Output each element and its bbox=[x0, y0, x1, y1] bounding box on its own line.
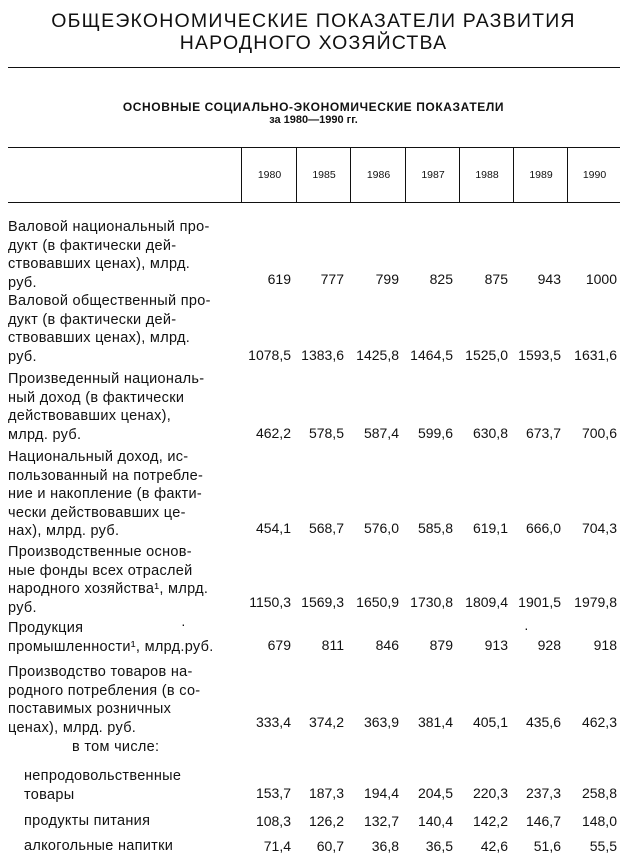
cell-value: 333,4 bbox=[255, 714, 291, 730]
row-label bbox=[8, 218, 244, 292]
cell-value: 918 bbox=[593, 637, 617, 653]
cell-value: 1150,3 bbox=[249, 594, 291, 610]
year-header-1985: 1985 bbox=[296, 148, 351, 202]
row-label-line: чески действовавших це- bbox=[8, 504, 186, 521]
cell-value: 140,4 bbox=[417, 813, 453, 829]
row-label-line: ценах), млрд. руб. bbox=[8, 719, 137, 736]
row-label bbox=[8, 663, 244, 737]
cell-value: 666,0 bbox=[525, 520, 561, 536]
year-header-1980: 1980 bbox=[241, 148, 297, 202]
row-label-line: дукт (в фактически дей- bbox=[8, 311, 177, 328]
cell-value: 187,3 bbox=[308, 785, 344, 801]
cell-value: 71,4 bbox=[263, 838, 291, 854]
cell-value: 237,3 bbox=[525, 785, 561, 801]
page-title bbox=[0, 10, 627, 54]
cell-value: 153,7 bbox=[255, 785, 291, 801]
cell-value: 943 bbox=[537, 271, 561, 287]
cell-value: 454,1 bbox=[255, 520, 291, 536]
year-header-1986: 1986 bbox=[350, 148, 406, 202]
table-period: за 1980—1990 гг. bbox=[269, 114, 358, 126]
cell-value: 585,8 bbox=[417, 520, 453, 536]
cell-value: 568,7 bbox=[308, 520, 344, 536]
cell-value: 619 bbox=[267, 271, 291, 287]
year-header-1990: 1990 bbox=[567, 148, 621, 202]
cell-value: 146,7 bbox=[525, 813, 561, 829]
cell-value: 1979,8 bbox=[574, 594, 617, 610]
cell-value: 799 bbox=[375, 271, 399, 287]
row-label-line: поставимых розничных bbox=[8, 701, 172, 717]
row-label bbox=[24, 812, 260, 831]
page-title-line-2: НАРОДНОГО ХОЗЯЙСТВА bbox=[179, 32, 448, 54]
row-label-line: ные фонды всех отраслей bbox=[8, 562, 193, 579]
row-label-line: Валовой национальный про- bbox=[8, 219, 210, 235]
cell-value: 928 bbox=[537, 637, 561, 653]
cell-value: 148,0 bbox=[581, 813, 617, 829]
cell-value: 1383,6 bbox=[301, 347, 344, 363]
row-label-line: Валовой общественный про- bbox=[8, 293, 211, 309]
row-label-line: ствовавших ценах), млрд. bbox=[8, 256, 191, 272]
cell-value: 1809,4 bbox=[465, 594, 508, 610]
cell-value: 108,3 bbox=[255, 813, 291, 829]
cell-value: 60,7 bbox=[316, 838, 344, 854]
row-label-line: Произведенный националь- bbox=[8, 371, 205, 387]
row-label-line: руб. bbox=[8, 274, 37, 291]
row-label bbox=[24, 767, 260, 804]
row-label bbox=[24, 837, 260, 856]
cell-value: 578,5 bbox=[308, 425, 344, 441]
row-label-line: млрд. руб. bbox=[8, 426, 82, 443]
cell-value: 846 bbox=[375, 637, 399, 653]
title-divider bbox=[8, 67, 620, 68]
row-label bbox=[8, 292, 244, 366]
cell-value: 811 bbox=[321, 637, 344, 653]
row-label-line: родного потребления (в со- bbox=[8, 682, 201, 699]
row-label bbox=[8, 448, 244, 541]
row-label-line: промышленности¹, млрд.руб. bbox=[8, 638, 214, 655]
row-label-line: действовавших ценах), bbox=[8, 408, 172, 424]
cell-value: 704,3 bbox=[581, 520, 617, 536]
table-title: ОСНОВНЫЕ СОЦИАЛЬНО-ЭКОНОМИЧЕСКИЕ ПОКАЗАТЕЛИ bbox=[122, 100, 505, 114]
cell-value: 777 bbox=[320, 271, 344, 287]
cell-value: 1464,5 bbox=[410, 347, 453, 363]
cell-value: 363,9 bbox=[363, 714, 399, 730]
year-header-1988: 1988 bbox=[459, 148, 514, 202]
row-label-line: руб. bbox=[8, 348, 37, 365]
cell-value: 879 bbox=[429, 637, 453, 653]
cell-value: 1078,5 bbox=[248, 347, 291, 363]
row-label bbox=[8, 543, 244, 617]
cell-value: 462,3 bbox=[581, 714, 617, 730]
cell-value: 405,1 bbox=[472, 714, 508, 730]
row-label-line: непродовольственные bbox=[24, 768, 182, 784]
print-speck: · bbox=[181, 616, 186, 632]
cell-value: 1425,8 bbox=[356, 347, 399, 363]
print-speck: · bbox=[524, 620, 529, 636]
row-label-line: ние и накопление (в факти- bbox=[8, 486, 202, 502]
cell-value: 825 bbox=[429, 271, 453, 287]
page-title-line-1: ОБЩЕЭКОНОМИЧЕСКИЕ ПОКАЗАТЕЛИ РАЗВИТИЯ bbox=[51, 10, 576, 32]
cell-value: 679 bbox=[267, 637, 291, 653]
cell-value: 1525,0 bbox=[465, 347, 508, 363]
row-label-line: народного хозяйства¹, млрд. bbox=[8, 581, 209, 597]
cell-value: 700,6 bbox=[581, 425, 617, 441]
cell-value: 1569,3 bbox=[301, 594, 344, 610]
cell-value: 132,7 bbox=[363, 813, 399, 829]
cell-value: 42,6 bbox=[480, 838, 508, 854]
row-label-line: руб. bbox=[8, 599, 37, 616]
cell-value: 51,6 bbox=[533, 838, 561, 854]
cell-value: 1650,9 bbox=[356, 594, 399, 610]
year-header-1987: 1987 bbox=[405, 148, 460, 202]
cell-value: 1730,8 bbox=[410, 594, 453, 610]
cell-value: 1593,5 bbox=[518, 347, 561, 363]
cell-value: 673,7 bbox=[525, 425, 561, 441]
row-label-line: ствовавших ценах), млрд. bbox=[8, 330, 191, 346]
cell-value: 599,6 bbox=[417, 425, 453, 441]
cell-value: 142,2 bbox=[472, 813, 508, 829]
cell-value: 220,3 bbox=[472, 785, 508, 801]
row-label-line: дукт (в фактически дей- bbox=[8, 237, 177, 254]
cell-value: 875 bbox=[484, 271, 508, 287]
cell-value: 587,4 bbox=[363, 425, 399, 441]
row-label-line: в том числе: bbox=[72, 739, 160, 755]
row-label-line: Национальный доход, ис- bbox=[8, 449, 189, 465]
cell-value: 913 bbox=[484, 637, 508, 653]
row-label-line: продукты питания bbox=[24, 813, 151, 829]
year-header-1989: 1989 bbox=[513, 148, 568, 202]
cell-value: 258,8 bbox=[581, 785, 617, 801]
cell-value: 1000 bbox=[585, 271, 617, 287]
row-label bbox=[8, 619, 244, 656]
row-label-line: ный доход (в фактически bbox=[8, 389, 185, 406]
row-label-line: пользованный на потребле- bbox=[8, 467, 204, 484]
cell-value: 462,2 bbox=[255, 425, 291, 441]
cell-value: 1631,6 bbox=[574, 347, 617, 363]
cell-value: 36,5 bbox=[425, 838, 453, 854]
table-heading bbox=[0, 100, 627, 127]
cell-value: 381,4 bbox=[417, 714, 453, 730]
cell-value: 435,6 bbox=[525, 714, 561, 730]
cell-value: 576,0 bbox=[363, 520, 399, 536]
table-header bbox=[8, 147, 620, 203]
cell-value: 1901,5 bbox=[518, 594, 561, 610]
row-label-line: товары bbox=[24, 786, 75, 803]
cell-value: 36,8 bbox=[371, 838, 399, 854]
cell-value: 619,1 bbox=[472, 520, 508, 536]
row-label bbox=[8, 370, 244, 444]
row-label bbox=[72, 738, 308, 757]
cell-value: 126,2 bbox=[308, 813, 344, 829]
row-label-line: нах), млрд. руб. bbox=[8, 523, 120, 539]
cell-value: 194,4 bbox=[363, 785, 399, 801]
row-label-line: алкогольные напитки bbox=[24, 838, 174, 854]
row-label-line: Производственные основ- bbox=[8, 544, 192, 560]
cell-value: 630,8 bbox=[472, 425, 508, 441]
row-label-line: Продукция bbox=[8, 620, 84, 636]
row-label-line: Производство товаров на- bbox=[8, 664, 193, 680]
cell-value: 55,5 bbox=[589, 838, 617, 854]
cell-value: 204,5 bbox=[417, 785, 453, 801]
cell-value: 374,2 bbox=[308, 714, 344, 730]
